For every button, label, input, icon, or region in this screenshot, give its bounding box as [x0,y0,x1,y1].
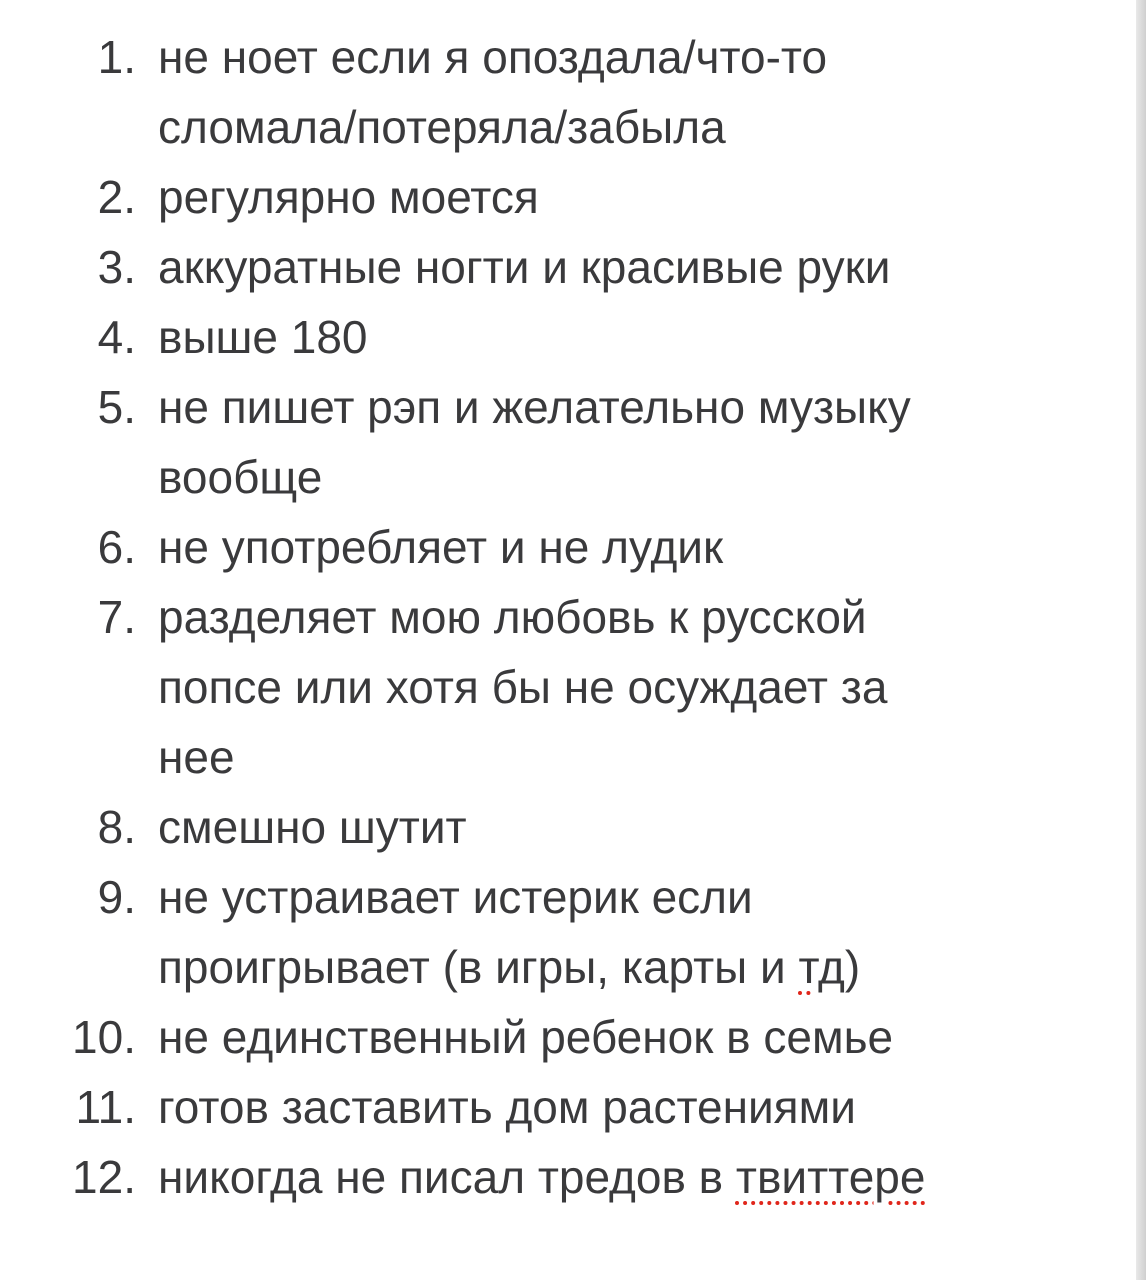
spellcheck-flagged-word[interactable]: твиттере [735,1151,926,1203]
line-text: попсе или хотя бы не осуждает за [158,661,888,713]
text-line [158,302,1018,372]
line-text: не употребляет и не лудик [158,521,724,573]
line-text: аккуратные ногти и красивые руки [158,241,891,293]
list-item-text[interactable] [158,162,1018,232]
text-line [158,932,1018,1002]
line-text: разделяет мою любовь к русской [158,591,867,643]
list-item[interactable] [0,22,1130,162]
text-line [158,442,1018,512]
line-text: не ноет если я опоздала/что-то [158,31,828,83]
text-line [158,1072,1018,1142]
list-item-number: 9. [97,871,136,923]
line-text-tail: ) [844,941,861,993]
text-line [158,372,1018,442]
list-item-text[interactable] [158,792,1018,862]
line-text: готов заставить дом растениями [158,1081,856,1133]
list-item-text[interactable] [158,302,1018,372]
line-text: регулярно моется [158,171,539,223]
list-item[interactable] [0,1142,1130,1212]
list-item-number: 5. [97,381,136,433]
list-item-text[interactable] [158,232,1018,302]
list-item[interactable] [0,372,1130,512]
line-text: не единственный ребенок в семье [158,1011,894,1063]
line-text: никогда не писал тредов в [158,1151,736,1203]
list-item-number: 10. [72,1011,136,1063]
list-item-text[interactable] [158,372,1018,512]
window-edge [1136,0,1146,1280]
list-item[interactable] [0,1002,1130,1072]
list-item-number: 12. [72,1151,136,1203]
spellcheck-flagged-word[interactable]: тд [798,941,845,993]
list-item-number: 8. [97,801,136,853]
list-item-number: 6. [97,521,136,573]
list-item[interactable] [0,862,1130,1002]
list-item[interactable] [0,162,1130,232]
text-line [158,652,1018,722]
list-item[interactable] [0,232,1130,302]
line-text: сломала/потеряла/забыла [158,101,726,153]
list-item[interactable] [0,792,1130,862]
text-line [158,22,1018,92]
line-text: смешно шутит [158,801,467,853]
text-line [158,1142,1018,1212]
line-text: не устраивает истерик если [158,871,753,923]
text-line [158,512,1018,582]
text-line [158,92,1018,162]
list-item[interactable] [0,512,1130,582]
text-line [158,792,1018,862]
list-item-text[interactable] [158,22,1018,162]
line-text: проигрывает (в игры, карты и [158,941,799,993]
list-item[interactable] [0,1072,1130,1142]
list-item-number: 3. [97,241,136,293]
list-item-number: 2. [97,171,136,223]
list-item-number: 11. [75,1081,136,1133]
numbered-list [0,22,1130,1212]
list-item-number: 4. [97,311,136,363]
text-line [158,862,1018,932]
line-text: не пишет рэп и желательно музыку [158,381,911,433]
list-item[interactable] [0,582,1130,792]
list-item-text[interactable] [158,1072,1018,1142]
text-line [158,582,1018,652]
text-line [158,162,1018,232]
line-text: вообще [158,451,323,503]
line-text: нее [158,731,235,783]
text-line [158,1002,1018,1072]
text-line [158,232,1018,302]
text-line [158,722,1018,792]
list-item-text[interactable] [158,862,1018,1002]
list-item-number: 7. [97,591,136,643]
line-text: выше 180 [158,311,368,363]
list-item-text[interactable] [158,582,1018,792]
list-item-number: 1. [97,31,136,83]
list-item-text[interactable] [158,512,1018,582]
list-item[interactable] [0,302,1130,372]
list-item-text[interactable] [158,1002,1018,1072]
list-item-text[interactable] [158,1142,1018,1212]
